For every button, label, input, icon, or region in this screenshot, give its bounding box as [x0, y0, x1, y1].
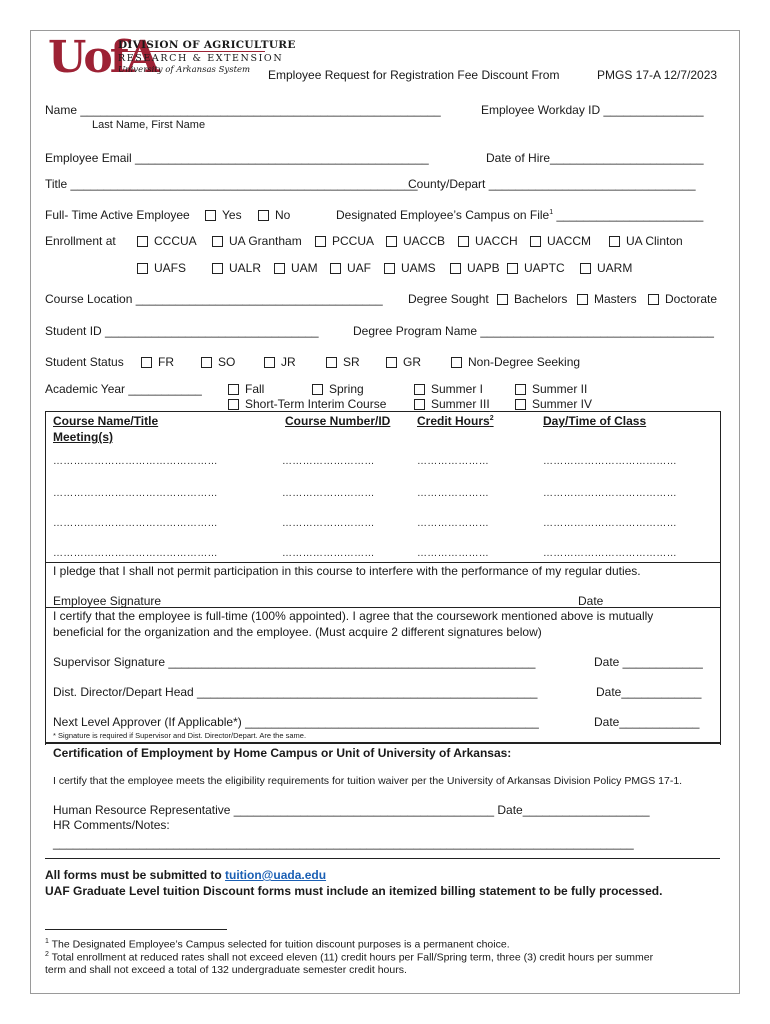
degree-option-0[interactable] [497, 292, 567, 306]
employee-date[interactable]: Date [578, 594, 604, 608]
credit-hours-label: Credit Hours [417, 414, 490, 428]
campus-option-5[interactable] [530, 234, 591, 248]
student-id-field[interactable]: Student ID ________________________________ [45, 324, 319, 338]
status-option-0-label: FR [158, 355, 174, 369]
checkbox[interactable] [458, 236, 469, 247]
checkbox[interactable] [205, 210, 216, 221]
table-cell-r1-c0[interactable]: ………………………………………… [53, 488, 218, 499]
campus-option-6[interactable] [609, 234, 683, 248]
submit-note [45, 868, 326, 882]
term-summer-1[interactable] [414, 382, 483, 396]
checkbox[interactable] [137, 263, 148, 274]
director-date[interactable]: Date____________ [596, 685, 702, 699]
term-summer-4[interactable] [515, 397, 592, 411]
table-cell-r1-c3[interactable]: ………………………………… [543, 488, 677, 499]
footnote-2 [45, 951, 653, 964]
footnote-1-text: The Designated Employee’s Campus selected for tuition discount purposes is a permanent choice. [51, 938, 510, 951]
logo-divider [118, 51, 265, 52]
table-cell-r2-c2[interactable]: ………………… [417, 518, 490, 529]
approver-signature[interactable]: Next Level Approver (If Applicable*) ____________________________________________ [53, 715, 539, 729]
table-cell-r2-c0[interactable]: ………………………………………… [53, 518, 218, 529]
campus-field[interactable] [336, 208, 703, 222]
summer1-label: Summer I [431, 382, 484, 396]
table-cell-r3-c3[interactable]: ………………………………… [543, 548, 677, 559]
fulltime-label: Full- Time Active Employee [45, 208, 190, 222]
checkbox[interactable] [201, 357, 212, 368]
checkbox[interactable] [330, 263, 341, 274]
campus-option-3[interactable] [386, 234, 445, 248]
checkbox[interactable] [414, 399, 425, 410]
checkbox[interactable] [315, 236, 326, 247]
campus-option-row2-1[interactable] [212, 261, 261, 275]
campus-option-row2-3[interactable] [330, 261, 371, 275]
checkbox[interactable] [577, 294, 588, 305]
status-option-2-label: JR [281, 355, 296, 369]
certify-line-2: beneficial for the organization and the employee. (Must acquire 2 different signatures below) [53, 625, 542, 639]
degree-option-1-label: Masters [594, 292, 637, 306]
status-option-5-label: Non-Degree Seeking [468, 355, 581, 369]
campus-option-row2-5-label: UAPB [467, 261, 500, 275]
no-label: No [275, 208, 291, 222]
status-option-3-label: SR [343, 355, 360, 369]
logo-division: DIVISION OF AGRICULTURE [118, 39, 296, 51]
workday-id-field[interactable]: Employee Workday ID _______________ [481, 103, 704, 117]
checkbox[interactable] [228, 399, 239, 410]
checkbox[interactable] [141, 357, 152, 368]
table-top-border [45, 411, 720, 412]
status-option-0[interactable] [141, 355, 174, 369]
status-option-5[interactable] [451, 355, 580, 369]
campus-option-row2-4-label: UAMS [401, 261, 436, 275]
campus-option-3-label: UACCB [403, 234, 446, 248]
campus-option-row2-0[interactable] [137, 261, 186, 275]
checkbox[interactable] [312, 384, 323, 395]
campus-option-row2-3-label: UAF [347, 261, 371, 275]
degree-option-0-label: Bachelors [514, 292, 568, 306]
checkbox[interactable] [451, 357, 462, 368]
table-cell-r0-c0[interactable]: ………………………………………… [53, 456, 218, 467]
campus-option-row2-0-label: UAFS [154, 261, 187, 275]
campus-option-6-label: UA Clinton [626, 234, 683, 248]
short-label: Short-Term Interim Course [245, 397, 387, 411]
table-cell-r1-c1[interactable]: ……………………… [282, 488, 375, 499]
term-short[interactable] [228, 397, 386, 411]
cert-bottom-border [45, 858, 720, 859]
uofa-logo: UofA [48, 32, 157, 83]
checkbox[interactable] [507, 263, 518, 274]
status-option-1-label: SO [218, 355, 236, 369]
table-cell-r3-c0[interactable]: ………………………………………… [53, 548, 218, 559]
checkbox[interactable] [414, 384, 425, 395]
col-course-name: Course Name/Title [53, 414, 159, 428]
email-field[interactable]: Employee Email ____________________________________________ [45, 151, 429, 165]
table-cell-r2-c1[interactable]: ……………………… [282, 518, 375, 529]
checkbox[interactable] [515, 399, 526, 410]
course-location-field[interactable]: Course Location _____________________________________ [45, 292, 383, 306]
degree-option-1[interactable] [577, 292, 637, 306]
degree-program-field[interactable]: Degree Program Name ___________________________________ [353, 324, 714, 338]
campus-option-0-label: CCCUA [154, 234, 197, 248]
checkbox[interactable] [580, 263, 591, 274]
table-cell-r3-c1[interactable]: ……………………… [282, 548, 375, 559]
county-depart-field[interactable]: County/Depart _______________________________ [408, 177, 696, 191]
table-rows-bottom [45, 562, 720, 563]
col-course-number: Course Number/ID [285, 414, 391, 428]
checkbox[interactable] [450, 263, 461, 274]
status-option-4-label: GR [403, 355, 421, 369]
campus-option-row2-2-label: UAM [291, 261, 318, 275]
graduate-note: UAF Graduate Level tuition Discount forms must include an itemized billing statement to be fully processed. [45, 884, 663, 898]
table-cell-r0-c3[interactable]: ………………………………… [543, 456, 677, 467]
logo-research: RESEARCH & EXTENSION [118, 53, 284, 64]
campus-option-row2-7[interactable] [580, 261, 632, 275]
employee-signature[interactable]: Employee Signature [53, 594, 162, 608]
col-credit-hours [417, 414, 494, 428]
submit-email-link[interactable]: tuition@uada.edu [225, 868, 327, 882]
fall-label: Fall [245, 382, 265, 396]
checkbox[interactable] [386, 357, 397, 368]
form-title: Employee Request for Registration Fee Discount From [268, 68, 560, 82]
footnote-divider [45, 929, 227, 930]
campus-option-row2-6[interactable] [507, 261, 565, 275]
checkbox[interactable] [497, 294, 508, 305]
campus-option-5-label: UACCM [547, 234, 591, 248]
checkbox[interactable] [137, 236, 148, 247]
cert-text: I certify that the employee meets the eligibility requirements for tuition waiver per the University of Arkansas Division Policy PMGS 17-1. [53, 775, 683, 787]
term-spring[interactable] [312, 382, 364, 396]
enrollment-label: Enrollment at [45, 234, 116, 248]
summer2-label: Summer II [532, 382, 588, 396]
footnote-1-number: 1 [45, 938, 49, 945]
signature-note: * Signature is required if Supervisor and Dist. Director/Depart. Are the same. [53, 731, 307, 740]
table-cell-r1-c2[interactable]: ………………… [417, 488, 490, 499]
term-summer-3[interactable] [414, 397, 490, 411]
checkbox[interactable] [258, 210, 269, 221]
term-fall[interactable] [228, 382, 264, 396]
status-option-3[interactable] [326, 355, 360, 369]
checkbox[interactable] [648, 294, 659, 305]
checkbox[interactable] [212, 263, 223, 274]
degree-sought-label: Degree Sought [408, 292, 489, 306]
title-field[interactable]: Title ____________________________________________________ [45, 177, 418, 191]
cert-heading: Certification of Employment by Home Campus or Unit of University of Arkansas: [53, 746, 512, 760]
campus-option-0[interactable] [137, 234, 197, 248]
campus-option-4-label: UACCH [475, 234, 518, 248]
supervisor-date[interactable]: Date ____________ [594, 655, 703, 669]
logo-system: University of Arkansas System [118, 65, 251, 75]
cert-top-border [45, 742, 720, 744]
hr-comments-label: HR Comments/Notes: [53, 818, 170, 832]
checkbox[interactable] [228, 384, 239, 395]
footnote-2-text: Total enrollment at reduced rates shall not exceed eleven (11) credit hours per Fall/Spring term, three (3) credit hours per summer [51, 951, 654, 964]
checkbox[interactable] [212, 236, 223, 247]
fulltime-no[interactable] [258, 208, 290, 222]
col-day-time: Day/Time of Class [543, 414, 647, 428]
table-cell-r0-c2[interactable]: ………………… [417, 456, 490, 467]
table-left-border [45, 411, 46, 745]
campus-option-2-label: PCCUA [332, 234, 375, 248]
checkbox[interactable] [609, 236, 620, 247]
col-meetings: Meeting(s) [53, 430, 113, 444]
checkbox[interactable] [326, 357, 337, 368]
campus-option-row2-7-label: UARM [597, 261, 633, 275]
checkbox[interactable] [274, 263, 285, 274]
campus-option-row2-2[interactable] [274, 261, 318, 275]
degree-option-2-label: Doctorate [665, 292, 718, 306]
status-option-4[interactable] [386, 355, 421, 369]
campus-line: ______________________ [556, 208, 704, 222]
table-right-border [720, 411, 721, 745]
hire-date-field[interactable]: Date of Hire_______________________ [486, 151, 704, 165]
submit-prefix: All forms must be submitted to [45, 868, 226, 882]
pledge-bottom [45, 607, 720, 608]
name-field[interactable]: Name ______________________________________________________ [45, 103, 441, 117]
checkbox[interactable] [384, 263, 395, 274]
degree-option-2[interactable] [648, 292, 717, 306]
campus-option-1[interactable] [212, 234, 302, 248]
checkbox[interactable] [515, 384, 526, 395]
table-cell-r0-c1[interactable]: ……………………… [282, 456, 375, 467]
form-id: PMGS 17-A 12/7/2023 [597, 68, 718, 82]
campus-label: Designated Employee’s Campus on File [336, 208, 550, 222]
director-signature[interactable]: Dist. Director/Depart Head ___________________________________________________ [53, 685, 538, 699]
pledge-text: I pledge that I shall not permit participation in this course to interfere with the performance of my regular duties. [53, 564, 641, 578]
summer4-label: Summer IV [532, 397, 593, 411]
footnote-ref-1: 1 [549, 209, 554, 216]
name-sublabel: Last Name, First Name [92, 119, 206, 131]
checkbox[interactable] [386, 236, 397, 247]
yes-label: Yes [222, 208, 242, 222]
status-option-2[interactable] [264, 355, 296, 369]
spring-label: Spring [329, 382, 364, 396]
footnote-2-number: 2 [45, 951, 49, 958]
campus-option-row2-5[interactable] [450, 261, 500, 275]
status-option-1[interactable] [201, 355, 235, 369]
hr-comments-line[interactable]: _______________________________________________________________________________________ [53, 836, 634, 850]
campus-option-4[interactable] [458, 234, 518, 248]
footnote-ref-2: 2 [489, 415, 494, 422]
footnote-1 [45, 938, 510, 951]
term-summer-2[interactable] [515, 382, 587, 396]
campus-option-2[interactable] [315, 234, 374, 248]
fulltime-yes[interactable] [205, 208, 242, 222]
approver-date[interactable]: Date____________ [594, 715, 700, 729]
academic-year-field[interactable]: Academic Year ___________ [45, 382, 202, 396]
certify-line-1: I certify that the employee is full-time (100% appointed). I agree that the coursework mentioned above is mutually [53, 609, 654, 623]
campus-option-row2-4[interactable] [384, 261, 436, 275]
supervisor-signature[interactable]: Supervisor Signature _______________________________________________________ [53, 655, 536, 669]
table-cell-r3-c2[interactable]: ………………… [417, 548, 490, 559]
campus-option-row2-6-label: UAPTC [524, 261, 565, 275]
campus-option-1-label: UA Grantham [229, 234, 302, 248]
footnote-2-continued: term and shall not exceed a total of 132 undergraduate semester credit hours. [45, 964, 407, 976]
campus-option-row2-1-label: UALR [229, 261, 262, 275]
table-cell-r2-c3[interactable]: ………………………………… [543, 518, 677, 529]
summer3-label: Summer III [431, 397, 490, 411]
hr-rep-field[interactable]: Human Resource Representative _______________________________________ Date___________________ [53, 803, 650, 817]
checkbox[interactable] [530, 236, 541, 247]
student-status-label: Student Status [45, 355, 124, 369]
checkbox[interactable] [264, 357, 275, 368]
